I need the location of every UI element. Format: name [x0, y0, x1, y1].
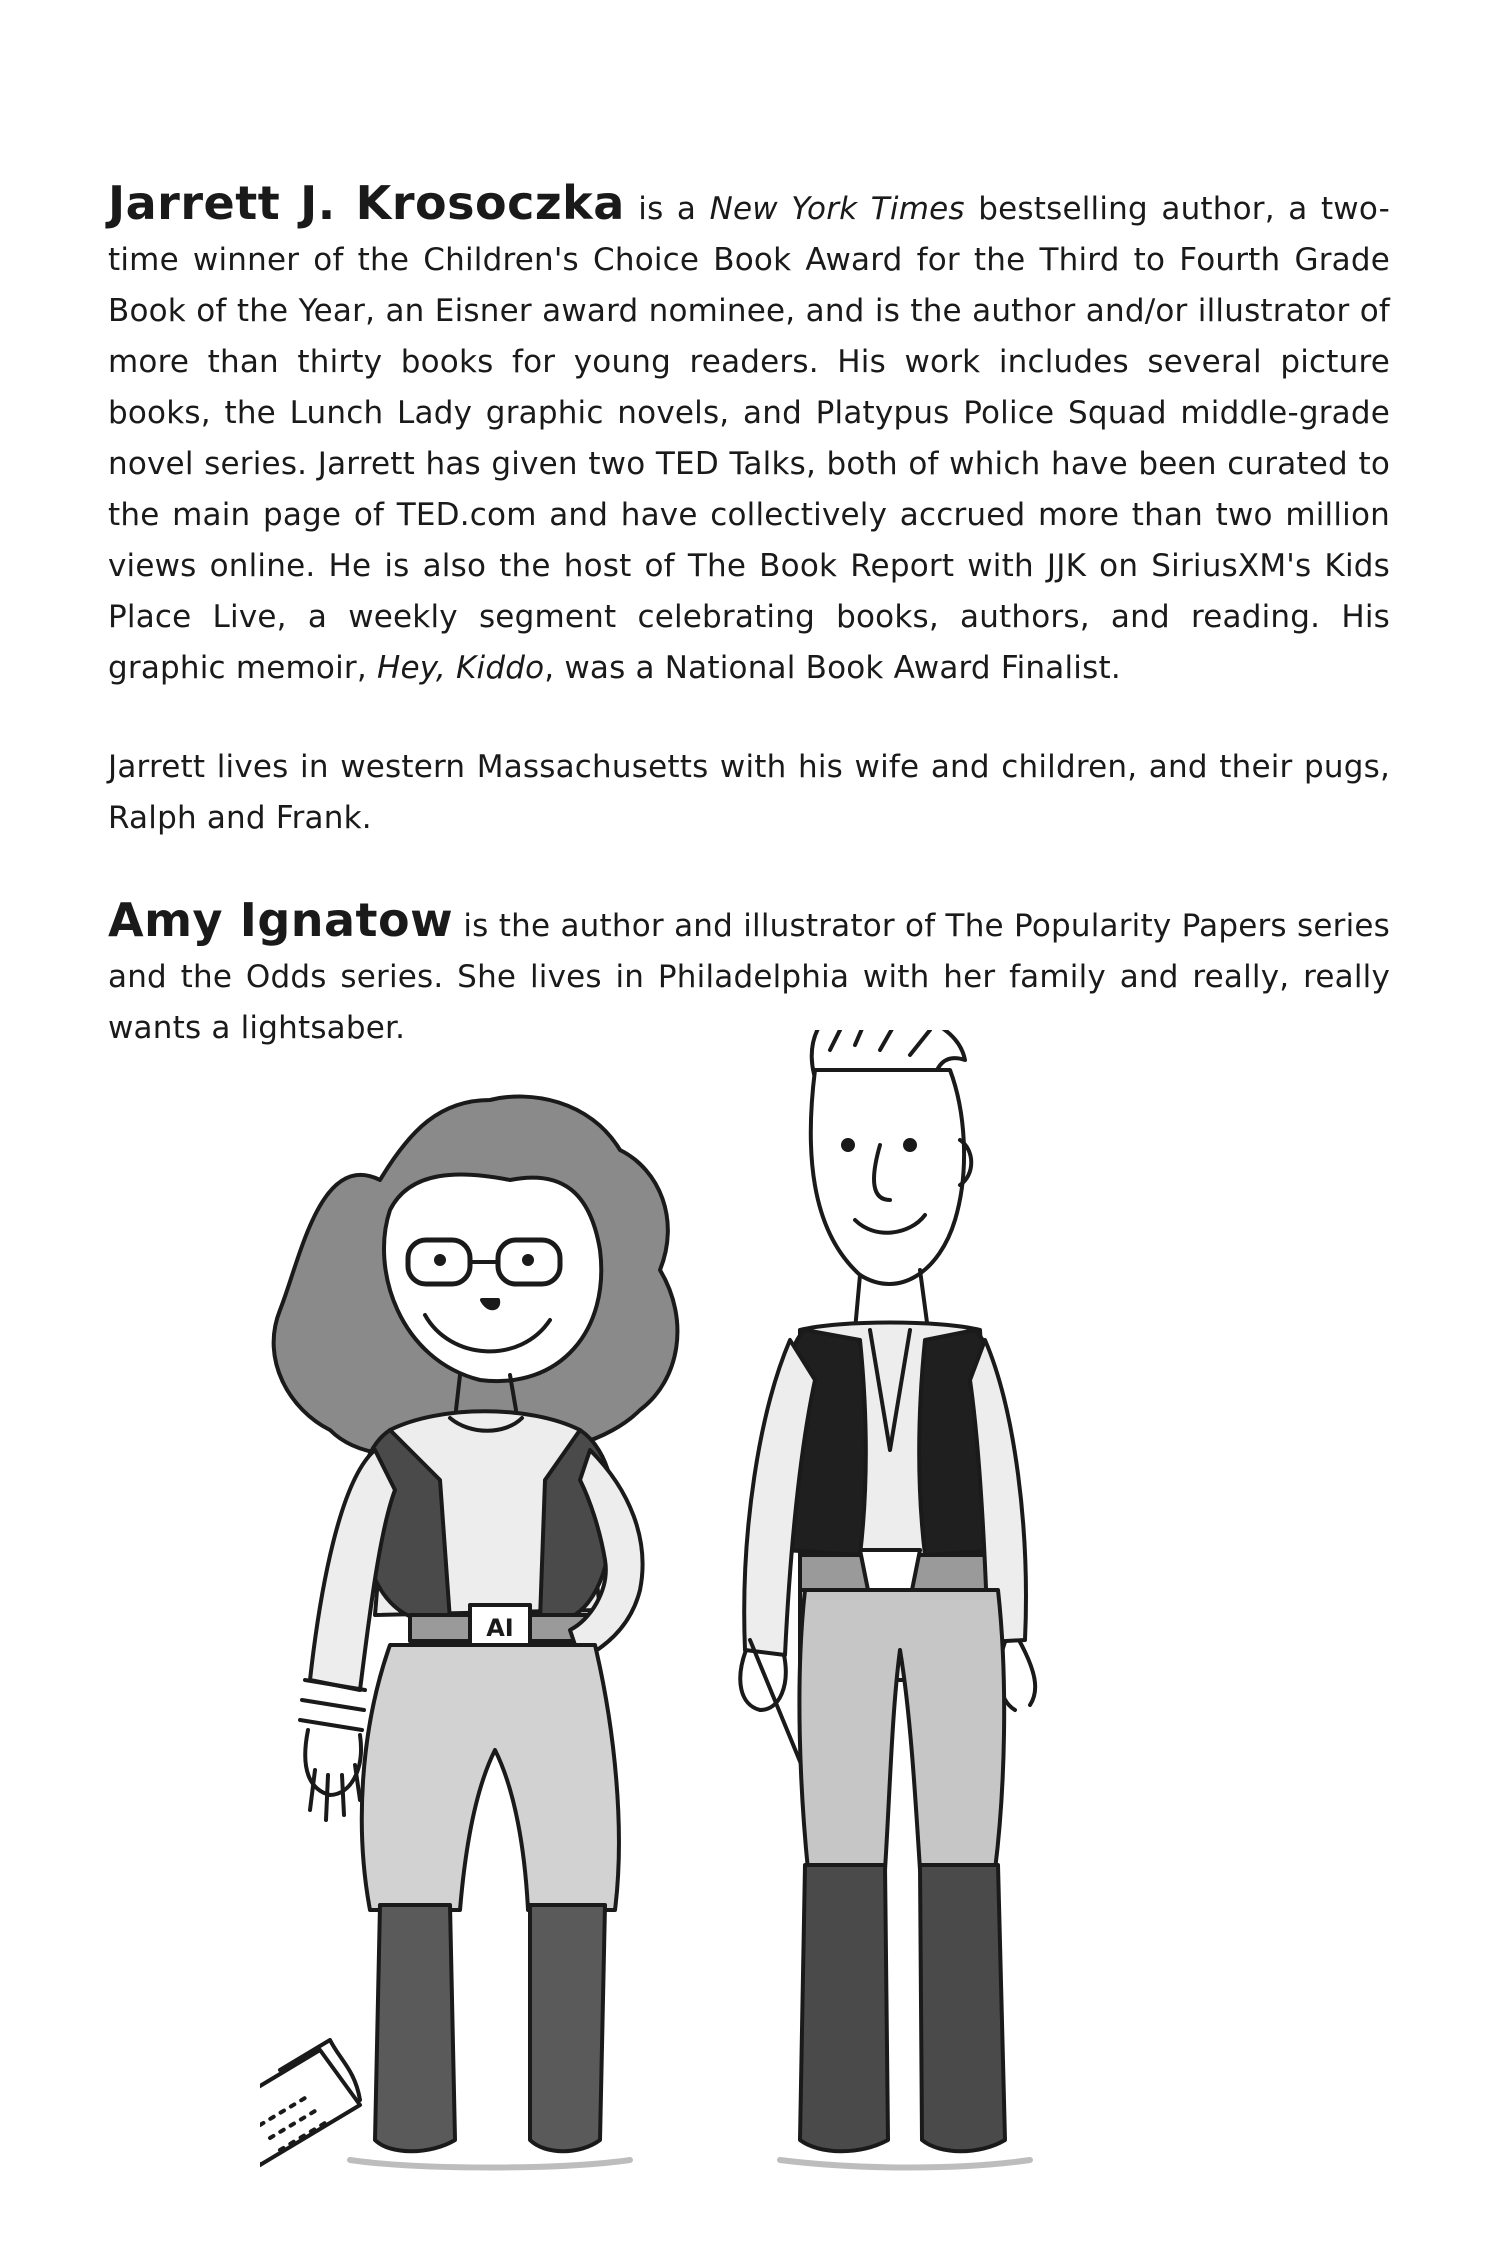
bio-text: is a — [624, 191, 710, 227]
bio-text: , was a National Book Award Finalist. — [544, 650, 1121, 686]
bio-jarrett — [108, 178, 1390, 694]
amy-figure — [260, 1097, 677, 2168]
author-name-amy: Amy Ignatow — [108, 893, 454, 947]
belt-badge-text: AI — [486, 1614, 514, 1642]
jarrett-figure — [740, 1030, 1035, 2168]
book-title-hey-kiddo: Hey, Kiddo — [376, 650, 545, 686]
bio-jarrett-home — [108, 742, 1390, 844]
amy-boot — [375, 1905, 455, 2151]
jarrett-boot — [920, 1865, 1005, 2151]
amy-boot — [530, 1905, 605, 2151]
bio-jarrett-paragraph — [108, 178, 1390, 694]
jarrett-pants — [799, 1590, 1004, 1870]
amy-pants — [362, 1645, 619, 1910]
jarrett-face — [811, 1070, 964, 1284]
jarrett-boot — [800, 1865, 888, 2151]
authors-illustration — [260, 1030, 1260, 2210]
authors-drawing — [260, 1030, 1260, 2210]
bio-text: bestselling author, a two-time winner of the Children's Choice Book Award for the Third to Fourth Grade Book of the Year, an Eisner award nominee, and is the author and/or illustrator of more than thirty books for young readers. His work includes several picture books, the Lunch Lady graphic novels, and Platypus Police Squad middle-grade novel series. Jarrett has given two TED Talks, both of which have been curated to the main page of TED.com and have collectively accrued more than two million views online. He is also the host of The Book Report with JJK on SiriusXM's Kids Place Live, a weekly segment celebrating books, authors, and reading. His graphic memoir, — [108, 191, 1390, 686]
typewriter-icon — [260, 2040, 360, 2165]
bio-text: is the author and illustrator of The Popularity Papers series and the Odds series. She lives in Philadelphia with her family and really, really wants a lightsaber. — [108, 908, 1391, 1046]
amy-hand — [305, 1730, 361, 1820]
author-name-jarrett: Jarrett J. Krosoczka — [108, 176, 625, 230]
bio-jarrett-home-paragraph: Jarrett lives in western Massachusetts with his wife and children, and their pugs, Ralph and Frank. — [108, 749, 1390, 836]
bio-title-italic: New York Times — [709, 191, 965, 227]
